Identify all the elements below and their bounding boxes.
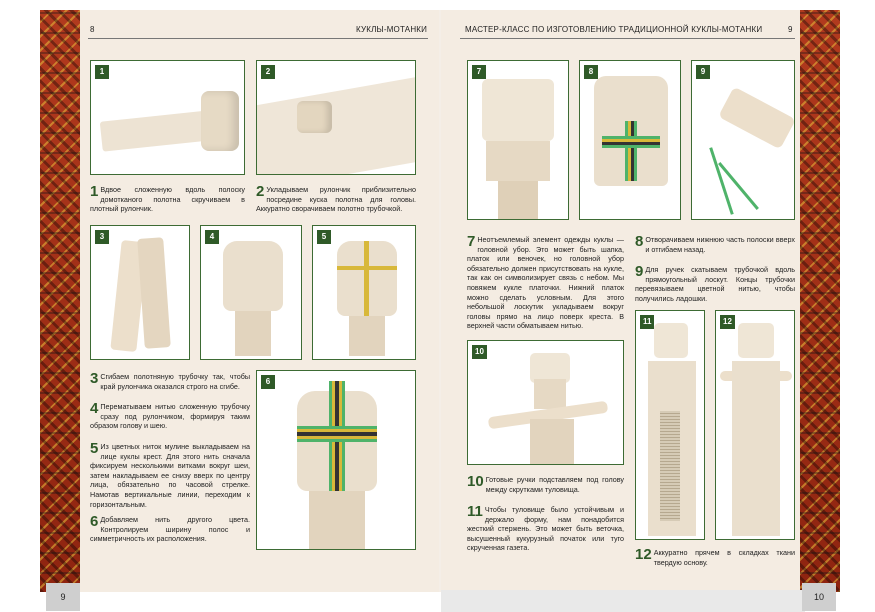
doll-body	[498, 181, 538, 220]
step-12	[635, 548, 795, 567]
doll-face	[534, 379, 566, 409]
green-thread	[709, 147, 733, 215]
doll-neck	[349, 316, 385, 356]
photo-step-1	[90, 60, 245, 175]
photo-number: 6	[261, 375, 275, 389]
right-running-head: МАСТЕР-КЛАСС ПО ИЗГОТОВЛЕНИЮ ТРАДИЦИОННОЙ КУКЛЫ-МОТАНКИ	[465, 25, 763, 34]
step-4	[90, 402, 250, 431]
photo-step-10	[467, 340, 624, 465]
step-number: 3	[90, 370, 99, 387]
yellow-thread-horizontal	[337, 266, 397, 270]
step-3	[90, 372, 250, 391]
step-number: 11	[467, 503, 483, 520]
step-6	[90, 515, 250, 544]
photo-number: 10	[472, 345, 487, 359]
photo-step-6	[256, 370, 416, 550]
step-number: 1	[90, 183, 99, 200]
doll-head	[223, 241, 283, 311]
step-8	[635, 235, 795, 254]
footer-page-number-left: 9	[46, 583, 80, 611]
right-page-number: 9	[788, 25, 793, 34]
embroidery-border-left	[40, 10, 80, 592]
step-2	[256, 185, 416, 214]
photo-number: 11	[640, 315, 654, 329]
head-kerchief	[738, 323, 774, 358]
step-text: Отворачиваем нижнюю часть полоски вверх и отгибаем назад.	[645, 235, 795, 254]
photo-number: 5	[317, 230, 331, 244]
step-text: Укладываем рулончик приблизительно посредине куска полотна для головы. Аккуратно сворачиваем полотно трубочкой.	[256, 185, 416, 214]
footer-page-number-right: 10	[802, 583, 836, 611]
step-text: Сгибаем полотняную трубочку так, чтобы край рулончика оказался строго на сгибе.	[100, 372, 250, 391]
embroidery-border-right	[800, 10, 840, 592]
photo-step-4	[200, 225, 302, 360]
photo-number: 12	[720, 315, 735, 329]
right-header-rule	[460, 38, 795, 39]
step-number: 9	[635, 263, 644, 280]
step-number: 8	[635, 233, 644, 250]
photo-step-9	[691, 60, 795, 220]
step-text: Готовые ручки подставляем под голову между скрутками туловища.	[485, 475, 624, 494]
step-text: Вдвое сложенную вдоль полоску домотканого полотна скручиваем в плотный рулончик.	[90, 185, 245, 214]
step-text: Из цветных ниток мулине выкладываем на лице куклы крест. Для этого нить сначала фиксируем несколькими витками вокруг шеи, затем накладываем ее снизу вверх по центру лица, обязательно по часовой стрелке. Намотав вертикальные линии, переходим к горизонтальным.	[90, 442, 250, 509]
doll-body	[530, 419, 574, 464]
doll-body	[732, 361, 780, 536]
photo-number: 4	[205, 230, 219, 244]
left-header-rule	[88, 38, 428, 39]
fabric-sheet	[257, 77, 416, 175]
step-9	[635, 265, 795, 303]
step-11	[467, 505, 624, 553]
fabric-roll	[201, 91, 239, 151]
thread-cross-vertical	[625, 121, 637, 181]
bottom-strip	[441, 590, 805, 612]
step-text: Неотъемлемый элемент одежды куклы — головной убор. Это может быть шапка, платок или веночек, но головной убор обязательно должен присутствовать на кукле, так как он символизирует связь с небом. Мы повяжем кукле платочки. Нижний платок можно сделать условным. Для этого небольшой лоскутик укладываем вокруг головы прямо на лицо поверх креста. В верхней части обматываем нитью.	[467, 235, 624, 331]
step-text: Добавляем нить другого цвета. Контролируем ширину полос и симметричность их расположения.	[90, 515, 250, 544]
photo-step-3	[90, 225, 190, 360]
photo-step-7	[467, 60, 569, 220]
doll-face	[486, 141, 550, 181]
doll-neck	[309, 491, 365, 549]
step-number: 10	[467, 473, 484, 490]
left-running-head: КУКЛЫ-МОТАНКИ	[356, 25, 428, 34]
fabric-roll	[718, 87, 795, 150]
newspaper-rod	[660, 411, 680, 521]
step-7	[467, 235, 624, 331]
step-text: Для ручек скатываем трубочкой вдоль прямоугольный лоскут. Концы трубочки перевязываем цветной нитью, чтобы получились ладошки.	[635, 265, 795, 303]
photo-number: 7	[472, 65, 486, 79]
photo-step-2	[256, 60, 416, 175]
photo-step-12	[715, 310, 795, 540]
step-number: 7	[467, 233, 476, 250]
step-number: 4	[90, 400, 99, 417]
step-number: 5	[90, 440, 99, 457]
photo-step-8	[579, 60, 681, 220]
step-text: Чтобы туловище было устойчивым и держало форму, нам понадобится жесткий стержень. Это может быть веточка, высушенный кукурузный початок или туго скрученная газета.	[467, 505, 624, 553]
step-text: Аккуратно прячем в складках ткани твердую основу.	[653, 548, 795, 567]
doll-neck	[235, 311, 271, 356]
fabric-tube	[137, 237, 171, 349]
photo-number: 8	[584, 65, 598, 79]
photo-step-5	[312, 225, 416, 360]
fabric-strip	[100, 110, 213, 151]
fabric-roll	[297, 101, 332, 133]
photo-number: 1	[95, 65, 109, 79]
step-number: 12	[635, 546, 652, 563]
left-page-number: 8	[90, 25, 95, 34]
page-gutter	[439, 10, 441, 592]
head-kerchief	[482, 79, 554, 141]
photo-number: 2	[261, 65, 275, 79]
photo-step-11	[635, 310, 705, 540]
step-10	[467, 475, 624, 494]
step-5	[90, 442, 250, 509]
step-text: Перематываем нитью сложенную трубочку сразу под рулончиком, формируя таким образом голову и шею.	[90, 402, 250, 431]
step-1	[90, 185, 245, 214]
thread-cross-horizontal	[602, 136, 660, 148]
step-number: 2	[256, 183, 265, 200]
photo-number: 9	[696, 65, 710, 79]
thread-cross-horizontal	[297, 426, 377, 442]
photo-number: 3	[95, 230, 109, 244]
yellow-thread-vertical	[364, 241, 369, 326]
step-number: 6	[90, 513, 99, 530]
head-kerchief	[654, 323, 688, 358]
